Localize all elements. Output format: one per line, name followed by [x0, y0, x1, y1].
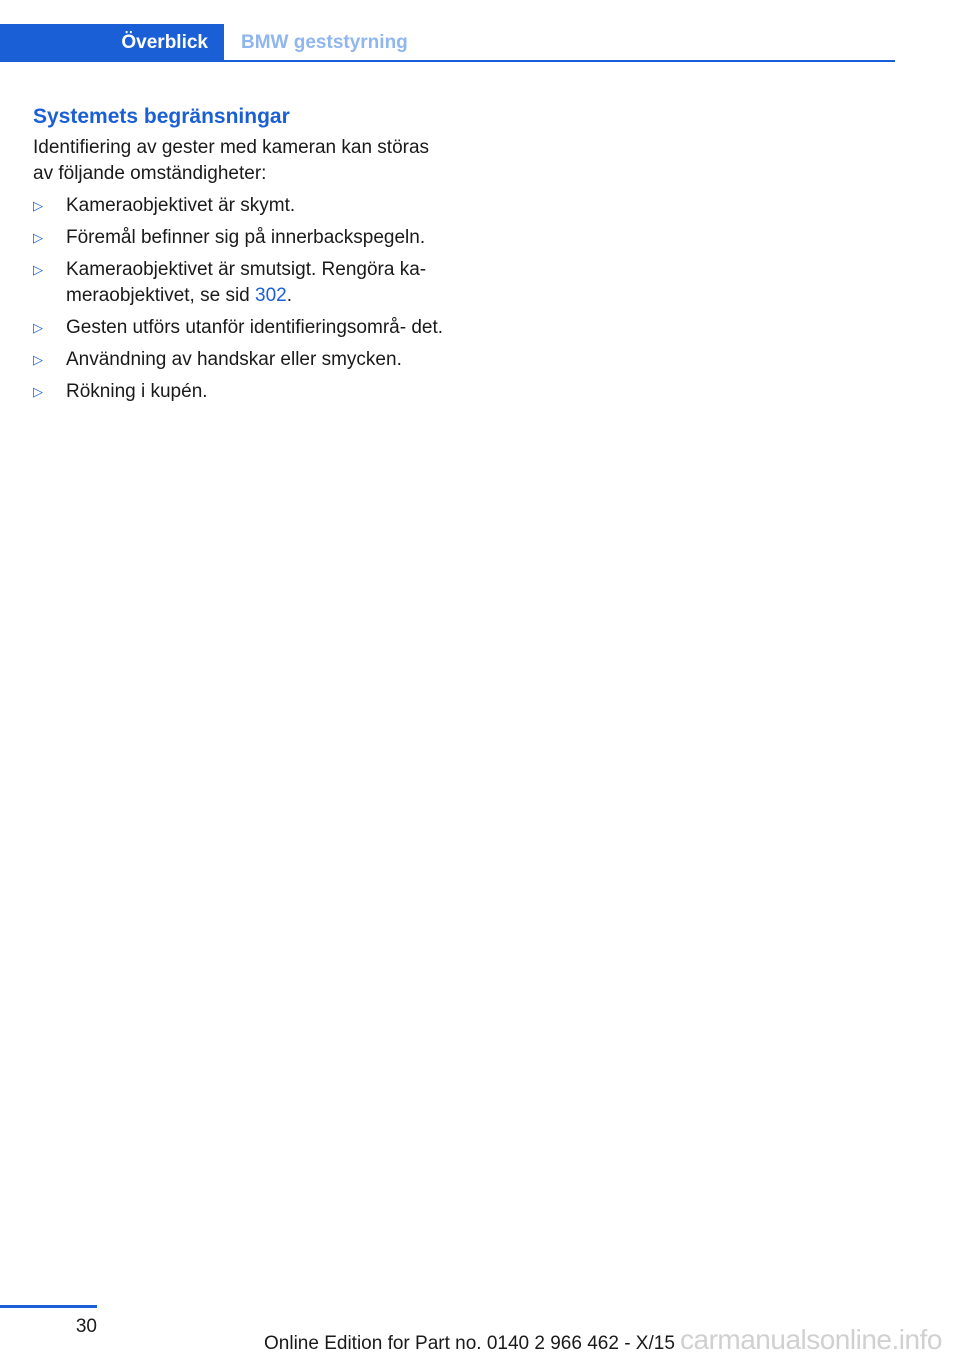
section-intro: Identifiering av gester med kameran kan störas av följande omständigheter:	[33, 137, 430, 184]
list-item-text: Användning av handskar eller smycken.	[66, 349, 402, 370]
list-item-text: Kameraobjektivet är skymt.	[66, 195, 296, 216]
list-item-text: Rökning i kupén.	[66, 381, 208, 402]
list-item-text: Föremål befinner sig på innerbackspegeln.	[66, 227, 426, 248]
footer-divider	[0, 1305, 97, 1308]
triangle-bullet-icon: ▷	[33, 262, 43, 277]
page-reference-link[interactable]: 302	[255, 285, 287, 306]
edition-note: Online Edition for Part no. 0140 2 966 462 - X/15	[264, 1333, 675, 1354]
tab-gesture-control[interactable]: BMW geststyrning	[241, 32, 408, 53]
page-number: 30	[75, 1316, 97, 1337]
list-item	[33, 315, 453, 341]
triangle-bullet-icon: ▷	[33, 352, 43, 367]
list-item	[33, 347, 453, 373]
list-item-punctuation: .	[286, 285, 293, 306]
triangle-bullet-icon: ▷	[33, 320, 43, 335]
section-content	[33, 103, 453, 411]
list-item	[33, 193, 453, 219]
list-item	[33, 257, 453, 309]
section-title: Systemets begränsningar	[33, 105, 290, 128]
list-item-text: Kameraobjektivet är smutsigt. Rengöra ka‐ meraobjektivet, se sid	[66, 259, 427, 306]
list-item	[33, 225, 453, 251]
triangle-bullet-icon: ▷	[33, 198, 43, 213]
limitations-list	[33, 193, 453, 405]
watermark: carmanualsonline.info	[680, 1324, 942, 1355]
tab-overview[interactable]: Överblick	[0, 24, 224, 62]
list-item	[33, 379, 453, 405]
list-item-text: Gesten utförs utanför identifieringsområ‐ det.	[66, 317, 444, 338]
triangle-bullet-icon: ▷	[33, 384, 43, 399]
triangle-bullet-icon: ▷	[33, 230, 43, 245]
chapter-header	[0, 24, 895, 62]
